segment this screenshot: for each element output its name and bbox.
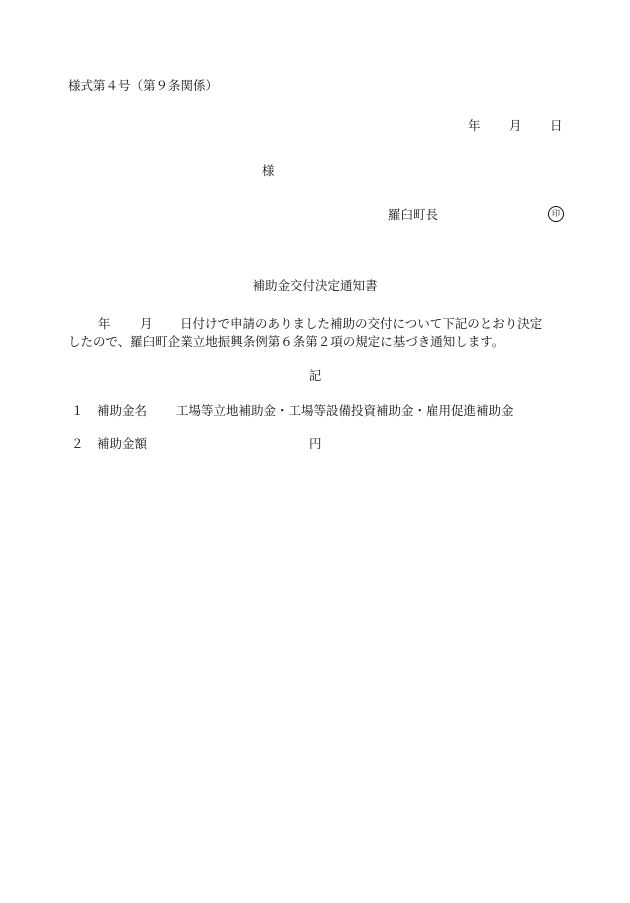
addressee-honorific: 様 [262,163,275,178]
body-paragraph [68,316,568,350]
body-year-label: 年 [98,316,111,331]
item-value: 円 [309,436,322,451]
date-month-label: 月 [509,118,522,133]
notice-label: 記 [308,368,322,383]
body-line-1-text: 日付けで申請のありました補助の交付について下記のとおり決定 [180,316,543,331]
item-value: 工場等立地補助金・工場等設備投資補助金・雇用促進補助金 [176,403,514,418]
item-number: １ [71,403,84,418]
form-number: 様式第４号（第９条関係） [68,78,219,93]
body-month-label: 月 [140,316,153,331]
body-line-1 [68,316,568,332]
document-title: 補助金交付決定通知書 [252,278,378,293]
date-year-label: 年 [468,118,481,133]
item-label: 補助金額 [97,436,148,451]
issuer-name: 羅臼町長 [388,207,439,222]
body-line-2: したので、羅臼町企業立地振興条例第６条第２項の規定に基づき通知します。 [68,334,505,349]
item-number: ２ [71,436,84,451]
seal-icon: 印 [548,206,564,222]
date-day-label: 日 [550,118,563,133]
item-label: 補助金名 [97,403,148,418]
